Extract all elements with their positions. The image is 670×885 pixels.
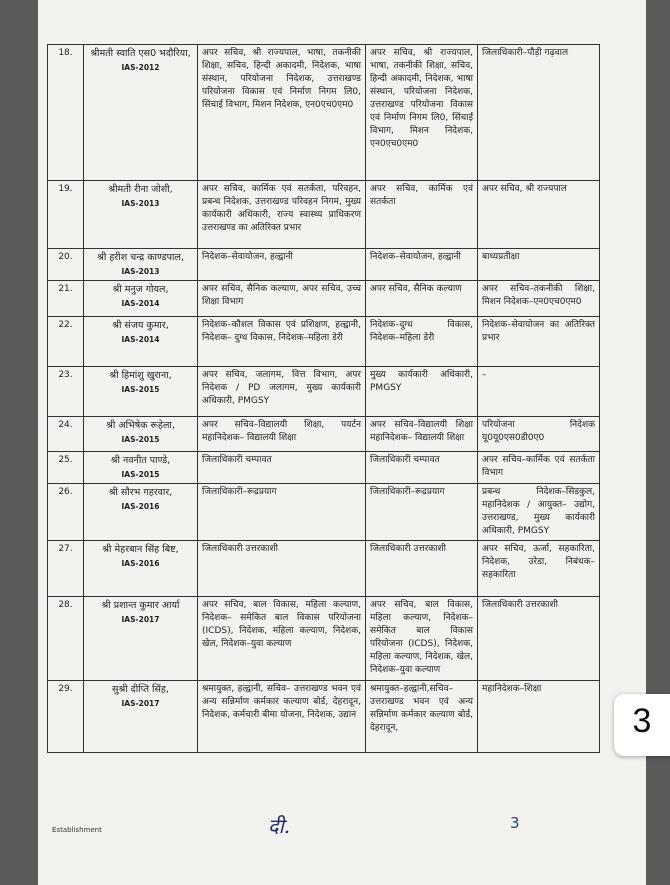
officer-batch: IAS-2016	[121, 559, 160, 568]
current-posting-cell: जिलाधिकारी–रूद्रप्रयाग	[198, 484, 366, 541]
serial-number-cell: 21.	[48, 281, 84, 317]
serial-number-cell: 18.	[48, 45, 84, 181]
establishment-label: Establishment	[52, 826, 102, 834]
new-posting-cell: अपर सचिव, ऊर्जा, सहकारिता, निदेशक, उरेडा, निबंधक– सहकारिता	[478, 541, 600, 597]
new-posting-cell: निदेशक–सेवायोजन का अतिरिक्त प्रभार	[478, 317, 600, 367]
officer-batch: IAS-2012	[121, 63, 160, 72]
new-posting-cell: महानिदेशक–शिक्षा	[478, 681, 600, 753]
current-posting-cell: अपर सचिव, श्री राज्यपाल, भाषा, तकनीकी शिक्षा, सचिव, हिन्दी अकादमी, निदेशक, भाषा संस्थान, परियोजना निदेशक, उत्तराखण्ड परियोजना विकास एवं निर्माण निगम लि0, सिंचाई विभाग, मिशन निदेशक, एन0एच0एम0	[198, 45, 366, 181]
retained-posting-cell: निदेशक–दुग्ध विकास, निदेशक–महिला डेरी	[366, 317, 478, 367]
retained-posting-cell: श्रमायुक्त–हल्द्वानी,सचिव– उत्तराखण्ड भवन एवं अन्य सन्निर्माण कर्मकार कल्याण बोर्ड, देहरादून,	[366, 681, 478, 753]
current-posting-cell: अपर सचिव, सैनिक कल्याण, अपर सचिव, उच्च शिक्षा विभाग	[198, 281, 366, 317]
officer-cell	[84, 597, 198, 681]
table-row	[48, 367, 600, 417]
officer-batch: IAS-2017	[121, 699, 160, 708]
current-posting-cell: अपर सचिव, बाल विकास, महिला कल्याण, निदेशक– समेकित बाल विकास परियोजना (ICDS), निदेशक, महिला कल्याण, निदेशक, खेल, निदेशक–युवा कल्याण	[198, 597, 366, 681]
serial-number-cell: 26.	[48, 484, 84, 541]
officer-name: सुश्री दीप्ति सिंह,	[112, 684, 169, 695]
new-posting-cell: परियोजना निदेशक यू0यू0एस0डी0ए0	[478, 417, 600, 452]
current-posting-cell: निदेशक–कौशल विकास एवं प्रशिक्षण, हल्द्वानी, निदेशक– दुग्ध विकास, निदेशक–महिला डेरी	[198, 317, 366, 367]
officer-batch: IAS-2013	[121, 199, 160, 208]
serial-number-cell: 20.	[48, 249, 84, 281]
retained-posting-cell: मुख्य कार्यकारी अधिकारी, PMGSY	[366, 367, 478, 417]
officer-name: श्री हरीश चन्द्र काण्डपाल,	[97, 252, 184, 263]
current-posting-cell: अपर सचिव, कार्मिक एवं सतर्कता, परिवहन, प्रबन्ध निदेशक, उत्तराखण्ड परिवहन निगम, मुख्य कार्यकारी अधिकारी, राज्य स्वास्थ्य प्राधिकरण उत्तराखण्ड का अतिरिक्त प्रभार	[198, 181, 366, 249]
table-row	[48, 417, 600, 452]
page-indicator-number: 3	[632, 702, 652, 740]
serial-number-cell: 23.	[48, 367, 84, 417]
current-posting-cell: अपर सचिव, जलागम, वित्त विभाग, अपर निदेशक / PD जलागम, मुख्य कार्यकारी अधिकारी, PMGSY	[198, 367, 366, 417]
table-row	[48, 452, 600, 484]
table-row	[48, 681, 600, 753]
officer-batch: IAS-2016	[121, 502, 160, 511]
new-posting-cell: जिलाधिकारी–पौड़ी गढ़वाल	[478, 45, 600, 181]
officer-name: श्रीमती स्वाति एस0 भदौरिया,	[90, 48, 191, 59]
officer-cell	[84, 249, 198, 281]
current-posting-cell: अपर सचिव–विद्यालयी शिक्षा, पयर्टन महानिदेशक– विद्यालयी शिक्षा	[198, 417, 366, 452]
officer-cell	[84, 681, 198, 753]
current-posting-cell: जिलाधिकारी उत्तरकाशी	[198, 541, 366, 597]
new-posting-cell: –	[478, 367, 600, 417]
officer-cell	[84, 484, 198, 541]
officer-batch: IAS-2017	[121, 615, 160, 624]
officer-cell	[84, 317, 198, 367]
table-row	[48, 181, 600, 249]
new-posting-cell: बाध्यप्रतीक्षा	[478, 249, 600, 281]
officer-batch: IAS-2013	[121, 267, 160, 276]
officer-name: श्री नवनीत पाण्डे,	[110, 455, 171, 466]
new-posting-cell: प्रबन्ध निदेशक–सिडकुल, महानिदेशक / आयुक्त– उद्योग, उत्तराखण्ड, मुख्य कार्यकारी अधिकारी, PMGSY	[478, 484, 600, 541]
table-row	[48, 45, 600, 181]
transfer-table	[47, 44, 600, 753]
officer-cell	[84, 417, 198, 452]
officer-cell	[84, 452, 198, 484]
officer-batch: IAS-2014	[121, 335, 160, 344]
page-number: 3	[510, 814, 520, 832]
retained-posting-cell: जिलाधिकारी चम्पावत	[366, 452, 478, 484]
page-indicator-badge	[614, 694, 670, 756]
table-row	[48, 317, 600, 367]
officer-name: श्री संजय कुमार,	[112, 320, 169, 331]
table-row	[48, 249, 600, 281]
table-row	[48, 597, 600, 681]
officer-name: श्री हिमांशु खुराना,	[109, 370, 172, 381]
new-posting-cell: जिलाधिकारी उत्तरकाशी	[478, 597, 600, 681]
serial-number-cell: 27.	[48, 541, 84, 597]
signature: दी.	[268, 814, 291, 838]
current-posting-cell: जिलाधिकारी चम्पावत	[198, 452, 366, 484]
officer-cell	[84, 541, 198, 597]
officer-batch: IAS-2015	[121, 470, 160, 479]
current-posting-cell: निदेशक–सेवायोजन, हल्द्वानी	[198, 249, 366, 281]
officer-name: श्री सौरभ गहरवार,	[108, 487, 173, 498]
officer-cell	[84, 281, 198, 317]
serial-number-cell: 28.	[48, 597, 84, 681]
table-row	[48, 541, 600, 597]
officer-name: श्री मनुज गोयल,	[112, 284, 169, 295]
retained-posting-cell: जिलाधिकारी–रूद्रप्रयाग	[366, 484, 478, 541]
retained-posting-cell: निदेशक–सेवायोजन, हल्द्वानी	[366, 249, 478, 281]
table-row	[48, 281, 600, 317]
officer-name: श्री मेहरबान सिंह बिष्ट,	[102, 544, 179, 555]
officer-batch: IAS-2015	[121, 385, 160, 394]
officer-name: श्रीमती रीना जोशी,	[108, 184, 173, 195]
officer-name: श्री अभिषेक रूहेला,	[106, 420, 175, 431]
retained-posting-cell: अपर सचिव–विद्यालयी शिक्षा महानिदेशक– विद्यालयी शिक्षा	[366, 417, 478, 452]
retained-posting-cell: अपर सचिव, सैनिक कल्याण	[366, 281, 478, 317]
serial-number-cell: 25.	[48, 452, 84, 484]
new-posting-cell: अपर सचिव–कार्मिक एवं सतर्कता विभाग	[478, 452, 600, 484]
serial-number-cell: 24.	[48, 417, 84, 452]
current-posting-cell: श्रमायुक्त, हल्द्वानी, सचिव– उत्तराखण्ड भवन एवं अन्य सन्निर्माण कर्मकार कल्याण बोर्ड, देहरादून, निदेशक, कर्मचारी बीमा योजना, निदेशक, उद्यान	[198, 681, 366, 753]
officer-batch: IAS-2014	[121, 299, 160, 308]
serial-number-cell: 29.	[48, 681, 84, 753]
new-posting-cell: अपर सचिव, श्री राज्यपाल	[478, 181, 600, 249]
new-posting-cell: अपर सचिव–तकनीकी शिक्षा, मिशन निदेशक–एन0एच0एम0	[478, 281, 600, 317]
retained-posting-cell: अपर सचिव, कार्मिक एवं सतर्कता	[366, 181, 478, 249]
officer-cell	[84, 367, 198, 417]
serial-number-cell: 19.	[48, 181, 84, 249]
officer-cell	[84, 181, 198, 249]
officer-batch: IAS-2015	[121, 435, 160, 444]
retained-posting-cell: अपर सचिव, बाल विकास, महिला कल्याण, निदेशक–समेकित बाल विकास परियोजना (ICDS), निदेशक, महिला कल्याण, निदेशक, खेल, निदेशक–युवा कल्याण	[366, 597, 478, 681]
officer-cell	[84, 45, 198, 181]
table-row	[48, 484, 600, 541]
retained-posting-cell: जिलाधिकारी उत्तरकाशी	[366, 541, 478, 597]
retained-posting-cell: अपर सचिव, श्री राज्यपाल, भाषा, तकनीकी शिक्षा, सचिव, हिन्दी अकादमी, निदेशक, भाषा संस्थान, परियोजना निदेशक, उत्तराखण्ड परियोजना विकास एवं निर्माण निगम लि0, सिंचाई विभाग, मिशन निदेशक, एन0एच0एम0	[366, 45, 478, 181]
serial-number-cell: 22.	[48, 317, 84, 367]
officer-name: श्री प्रशान्त कुमार आर्या	[101, 600, 180, 611]
